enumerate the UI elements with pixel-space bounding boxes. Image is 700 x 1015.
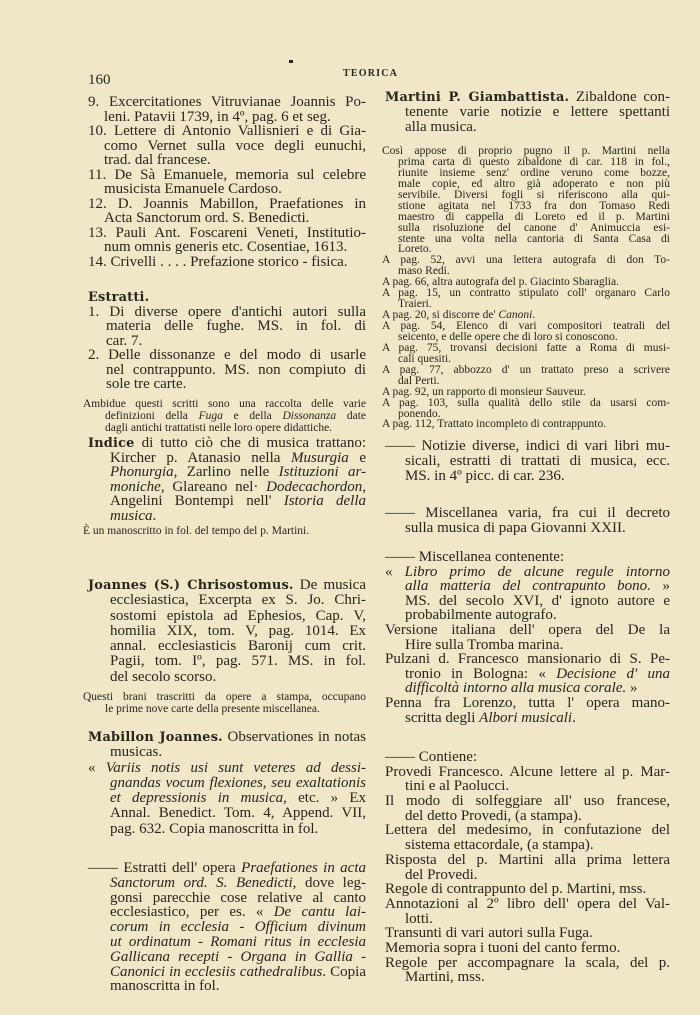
page-number: 160 <box>88 72 111 88</box>
text-line: male copie, ed altro già adoperato e non più <box>398 177 670 190</box>
text-line: prima carta di questo zibaldone di car. 118 in fol., <box>398 155 670 168</box>
text-line <box>110 509 366 524</box>
text-line <box>385 90 670 105</box>
italic-title: Canonici in ecclesiis cathedralibus <box>110 963 323 980</box>
entry <box>385 897 670 926</box>
entry <box>385 696 670 725</box>
text-line: Acta Sanctorum ord. S. Benedicti. <box>104 210 310 226</box>
text-line: manoscritta in fol. <box>110 978 220 995</box>
text-line: 2. Delle dissonanze e del modo di usarle <box>88 347 366 363</box>
entry <box>88 197 366 226</box>
right-column-section <box>385 750 670 985</box>
entry <box>385 90 670 135</box>
entry <box>385 941 670 956</box>
entry <box>88 730 366 761</box>
text-line <box>110 791 366 806</box>
italic-title: Phonurgia <box>110 464 174 480</box>
text-line: alla musica. <box>405 119 477 135</box>
text-line: tini e al Paolucci. <box>405 778 510 795</box>
text-line: cali quesiti. <box>398 352 452 365</box>
entry <box>382 387 670 398</box>
entry-heading: Mabillon Joannes. <box>88 730 223 745</box>
italic-title: moniche <box>110 478 161 495</box>
text-line: dal Perti. <box>398 374 440 387</box>
text-run: ecclesiastico, per es. « <box>110 904 274 921</box>
text-line: A pag. 92, un rapporto di monsieur Sauveur. <box>382 385 586 398</box>
text-run: definizioni della <box>105 410 199 422</box>
entry <box>382 365 670 387</box>
italic-title: Dissonanza <box>282 410 337 422</box>
entry <box>382 343 670 365</box>
text-line: Traieri. <box>398 298 432 311</box>
left-column-section <box>88 436 366 523</box>
text-line: stente una volta nella cantoria di Santa Casa di <box>398 232 670 245</box>
text-line: leni. Patavii 1739, in 4º, pag. 6 et seg. <box>104 108 331 125</box>
italic-title: et depressionis in musica <box>110 790 284 807</box>
text-line: 14. Crivelli . . . . Prefazione storico - fisica. <box>88 253 348 270</box>
italic-title: Istituzioni ar- <box>278 464 366 480</box>
text-line: Penna fra Lorenzo, tutta l' opera mano- <box>385 694 670 711</box>
text-line: gonsi parecchie cose relative al canto <box>110 889 366 906</box>
entry <box>382 419 670 430</box>
text-line: Versione italiana dell' opera del De la <box>385 621 670 638</box>
italic-title: Fuga <box>198 410 223 422</box>
text-line: Hire sulla Tromba marina. <box>405 636 564 653</box>
text-run: . <box>572 709 576 726</box>
text-run: e della <box>222 410 283 422</box>
text-line: ecclesiastica, Excerpta ex S. Jo. Chri- <box>110 592 366 609</box>
entry <box>385 823 670 852</box>
text-line <box>88 578 366 593</box>
entry <box>88 168 366 197</box>
text-line: A pag. 75, trovansi decisioni fatte a Roma di musi- <box>382 341 670 354</box>
text-line: Annotazioni al 2º libro dell' opera del Val- <box>385 895 670 912</box>
text-line <box>405 579 670 594</box>
entry <box>385 439 670 484</box>
entry <box>382 398 670 420</box>
text-line: —— Miscellanea varia, fra cui il decreto <box>385 505 670 521</box>
entry <box>382 255 670 277</box>
text-line: tenente varie notizie e lettere spettanti <box>405 104 670 120</box>
text-line: Martini, mss. <box>405 969 485 986</box>
text-line: sistema ettacordale, (a stampa). <box>405 837 594 854</box>
text-line <box>405 667 670 682</box>
text-line <box>110 876 366 891</box>
italic-title: corum in ecclesia - Officium divinum <box>110 919 366 936</box>
text-line: 12. D. Joannis Mabillon, Praefationes in <box>88 195 366 212</box>
entry <box>385 506 670 536</box>
text-line <box>110 950 366 965</box>
entry <box>83 525 366 538</box>
text-run: scritta degli <box>405 709 480 726</box>
text-line: A pag. 112, Trattato incompleto di contrappunto. <box>382 418 607 431</box>
text-run: . <box>532 309 536 322</box>
text-run: A pag. 20, si discorre de' <box>382 309 499 322</box>
entry <box>385 565 670 623</box>
text-line: ponendo. <box>398 407 441 420</box>
text-line: MS. in 4º picc. di car. 236. <box>405 468 565 484</box>
entry <box>385 765 670 794</box>
text-line: 13. Pauli Ant. Foscareni Veneti, Institutio- <box>88 224 366 241</box>
text-line: nel contrappunto. MS. non compiuto di <box>106 361 366 378</box>
text-line <box>110 480 366 495</box>
text-line <box>110 905 366 920</box>
text-line: annal. ecclesiasticis Baronij cum crit. <box>110 638 366 655</box>
italic-title: Decisione d' una <box>556 665 671 682</box>
text-line: del detto Provedi, (a stampa). <box>405 807 582 824</box>
text-run: date <box>336 410 367 422</box>
text-line: lotti. <box>405 910 433 927</box>
entry <box>88 348 366 392</box>
text-line <box>110 494 366 509</box>
text-line: È un manoscritto in fol. del tempo del p. Martini. <box>83 525 310 537</box>
italic-title: Praefationes in acta <box>241 860 366 876</box>
text-line: Transunti di vari autori sulla Fuga. <box>385 925 593 942</box>
italic-title: Istoria della <box>283 493 367 509</box>
text-run: , Glareano nel· <box>160 478 267 495</box>
entry-heading: Martini P. Giambattista. <box>385 90 570 105</box>
text-line <box>110 451 366 466</box>
entry <box>88 578 366 685</box>
text-line: —— Contiene: <box>385 749 478 765</box>
text-line: musicas. <box>110 744 163 761</box>
text-run: Kircher p. Atanasio nella <box>110 449 291 466</box>
entry <box>385 652 670 696</box>
text-run: . Copia <box>322 963 366 980</box>
text-line <box>88 290 366 305</box>
text-line: A pag. 54, Elenco di vari compositori teatrali del <box>382 320 670 332</box>
text-line: A pag. 66, altra autografa del p. Giacinto Sbaraglia. <box>382 276 619 289</box>
text-line: servibile. Diversi fogli si riferiscono alla qui- <box>398 188 670 201</box>
text-run: Zibaldone con- <box>569 89 670 105</box>
text-line: dagli antichi trattatisti nelle loro opere didattiche. <box>105 422 333 434</box>
entry <box>83 691 366 715</box>
text-run: —— Estratti dell' opera <box>88 860 242 876</box>
text-run: e <box>348 449 366 466</box>
italic-title: musica <box>110 507 153 524</box>
text-run: » <box>626 680 638 697</box>
text-line: Annal. Benedict. Tom. 4, Append. VII, <box>110 805 366 822</box>
entry <box>385 550 670 565</box>
text-run: Observationes in notas <box>222 729 366 745</box>
text-line: Risposta del p. Martini alla prima lettera <box>385 851 670 868</box>
text-line: Pagii, tom. Iº, pag. 571. MS. in fol. <box>110 653 366 670</box>
italic-title: Albori musicali <box>479 709 573 726</box>
text-line <box>405 711 670 726</box>
text-line: sulla risoluzione del canone d' Animuccia esi- <box>398 221 670 234</box>
entry <box>385 750 670 765</box>
entry-heading: Indice <box>88 436 135 451</box>
text-line: musicista Emanuele Cardoso. <box>104 181 282 197</box>
entry <box>88 761 366 837</box>
right-column-section <box>385 90 670 135</box>
left-column-section <box>88 95 366 269</box>
left-column-section <box>88 861 366 994</box>
right-column-section <box>385 439 670 484</box>
italic-title: alla matteria del contrapunto bono. <box>405 578 651 595</box>
italic-title: Gallicana recepti - Organa in Gallia - <box>110 948 366 965</box>
text-line: sole tre carte. <box>106 376 187 392</box>
entry <box>382 146 670 255</box>
text-line: le prime nove carte della presente miscellanea. <box>105 703 320 715</box>
italic-title: Canoni <box>498 309 533 322</box>
italic-title: Dodecachordon <box>266 478 363 495</box>
entry <box>385 926 670 941</box>
text-line <box>110 935 366 950</box>
text-line <box>110 465 366 480</box>
text-line: Pulzani d. Francesco mansionario di S. Pe- <box>385 651 670 668</box>
text-line: Regole per accompagnare la scala, del p. <box>385 954 670 971</box>
text-line <box>385 565 670 580</box>
right-column-section <box>382 146 670 430</box>
entry <box>88 436 366 523</box>
text-line: Memoria sopra i tuoni del canto fermo. <box>385 939 621 956</box>
text-line: materia delle fughe. MS. in fol. di <box>106 318 366 334</box>
text-line: A pag. 77, abbozzo d' un trattato preso a scrivere <box>382 363 670 376</box>
text-line: maestro di cappella di Loreto ed il p. Martini <box>398 210 670 223</box>
text-run: Angelini Bontempi nell' <box>110 493 284 509</box>
text-run: tronio in Bologna: « <box>405 665 557 682</box>
right-column-section <box>385 550 670 725</box>
entry <box>385 794 670 823</box>
text-line: A pag. 15, un contratto stipulato coll' organaro Carlo <box>382 287 670 300</box>
text-line: Loreto. <box>398 243 432 256</box>
text-line: trad. dal francese. <box>104 152 211 168</box>
text-line: stione agitata nel 1733 fra don Tomaso Redi <box>398 199 670 212</box>
left-column-section <box>88 578 366 685</box>
text-line <box>405 681 670 696</box>
text-line: sostomi epistola ad Ephesios, Cap. V, <box>110 607 366 624</box>
entry <box>88 95 366 124</box>
running-title: TEORICA <box>343 68 399 79</box>
text-run: » <box>650 578 671 595</box>
entry <box>385 882 670 897</box>
text-line <box>88 861 366 876</box>
entry <box>385 853 670 882</box>
text-line: Ambidue questi scritti sono una raccolta delle varie <box>83 398 366 410</box>
italic-title: difficoltà intorno alla musica corale. <box>405 680 627 697</box>
right-column-section <box>385 506 670 536</box>
entry <box>88 255 366 270</box>
italic-title: Variis notis usi sunt veteres ad dessi- <box>105 759 367 776</box>
text-line: seicento, e delle opere che di loro si conoscono. <box>398 330 618 343</box>
text-run: , Zarlino nelle <box>173 464 279 480</box>
text-run: . <box>152 507 157 524</box>
text-line: 1. Di diverse opere d'antichi autori sulla <box>88 303 366 320</box>
text-line <box>88 436 366 451</box>
left-column-section <box>83 691 366 715</box>
text-line: Il modo di solfeggiare all' uso francese, <box>385 793 670 810</box>
entry <box>88 124 366 168</box>
text-line: 10. Lettere di Antonio Vallisnieri e di Gia- <box>88 123 366 139</box>
italic-title: Sanctorum ord. S. Benedicti <box>110 874 293 891</box>
text-line: Questi brani trascritti da opere a stampa, occupano <box>83 691 366 703</box>
left-column-section <box>88 290 366 392</box>
entry-heading: Joannes (S.) Chrisostomus. <box>88 578 294 593</box>
entry <box>385 623 670 652</box>
text-line <box>110 920 366 935</box>
text-run: , dove leg- <box>292 874 366 891</box>
left-column-section <box>88 730 366 837</box>
text-run: , <box>362 478 366 495</box>
italic-title: Musurgia <box>290 449 349 466</box>
text-line: 9. Excercitationes Vitruvianae Joannis Po- <box>88 94 366 110</box>
entry <box>382 288 670 310</box>
text-line <box>105 410 366 422</box>
text-line <box>110 776 366 791</box>
text-line <box>88 730 366 745</box>
text-line: maso Redi. <box>398 265 450 278</box>
text-line: A pag. 103, sulla qualità dello stile da usarsi com- <box>382 396 670 409</box>
text-line: homilia XIX, tom. V, pag. 1014. Ex <box>110 622 366 639</box>
text-line: riunite insieme senz' ordine veruno come bozze, <box>398 166 670 179</box>
text-run: di tutto ciò che di musica trattano: <box>134 435 366 451</box>
text-line: como Vernet sulla voce degli eunuchi, <box>104 137 366 154</box>
italic-title: Libro primo de alcune regule intorno <box>404 563 670 580</box>
text-line: —— Miscellanea contenente: <box>385 549 565 565</box>
text-run: , etc. » Ex <box>283 790 366 807</box>
italic-title: gnandas vocum flexiones, seu exaltationis <box>110 774 366 791</box>
text-line: —— Notizie diverse, indici di vari libri mu- <box>385 438 670 454</box>
text-line: num omnis generis etc. Cosentiae, 1613. <box>104 239 348 255</box>
italic-title: De cantu lai- <box>273 904 366 921</box>
text-line: Regole di contrappunto del p. Martini, mss. <box>385 881 647 898</box>
text-run: « <box>385 563 405 580</box>
entry <box>88 290 366 305</box>
text-line: Provedi Francesco. Alcune lettere al p. Mar- <box>385 763 670 780</box>
text-line: del Provedi. <box>405 866 478 883</box>
text-line: sulla musica di papa Giovanni XXII. <box>405 520 626 536</box>
text-line: Lettera del medesimo, in confutazione del <box>385 822 670 839</box>
entry <box>385 956 670 985</box>
text-line <box>110 965 366 980</box>
text-line: pag. 632. Copia manoscritta in fol. <box>110 820 319 837</box>
entry <box>88 226 366 255</box>
text-line: sicali, estratti di trattati di musica, ecc. <box>405 453 670 469</box>
entry <box>83 398 366 434</box>
italic-title: ut ordinatum - Romani ritus in ecclesia <box>110 933 366 950</box>
entry-heading: Estratti. <box>88 290 150 305</box>
left-column-section <box>83 525 366 538</box>
entry <box>382 321 670 343</box>
entry <box>88 861 366 994</box>
entry <box>88 305 366 349</box>
text-line: probabilmente autografo. <box>405 607 557 624</box>
text-line <box>88 761 366 776</box>
text-run: « <box>88 759 106 776</box>
print-mark <box>289 60 293 63</box>
text-line: del secolo scorso. <box>110 668 217 685</box>
text-line: A pag. 52, avvi una lettera autografa di don To- <box>382 254 670 267</box>
text-line: MS. del secolo XVI, d' ignoto autore e <box>405 592 670 609</box>
text-line: 11. De Sà Emanuele, memoria sul celebre <box>88 166 366 183</box>
text-line: Così appose di proprio pugno il p. Martini nella <box>382 145 670 157</box>
text-line: car. 7. <box>106 332 143 349</box>
left-column-section <box>83 398 366 434</box>
text-run: De musica <box>293 577 366 593</box>
